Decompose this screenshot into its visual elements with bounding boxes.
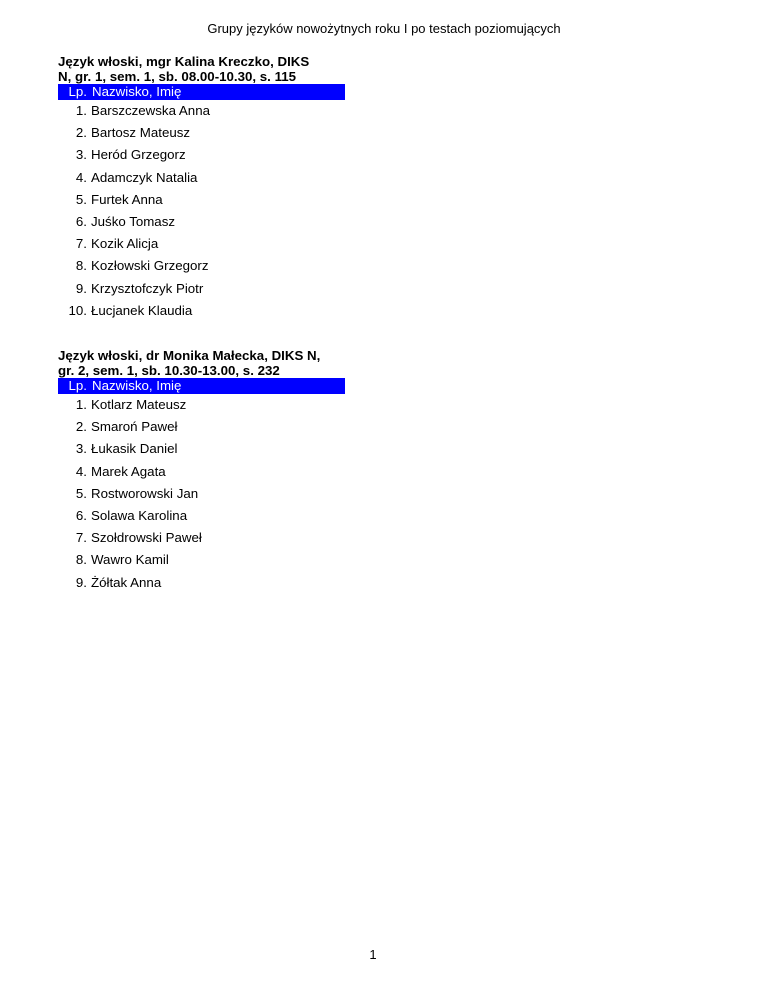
row-number: 9.	[75, 280, 87, 296]
table-row	[58, 211, 348, 233]
row-number: 2.	[75, 419, 87, 435]
student-name: Szołdrowski Paweł	[91, 530, 202, 546]
table-row	[58, 189, 348, 211]
group-section	[58, 348, 348, 594]
row-number: 6.	[75, 213, 87, 229]
student-name: Barszczewska Anna	[91, 103, 210, 118]
row-number: 1.	[75, 103, 87, 118]
table-row	[58, 394, 348, 416]
row-number: 4.	[75, 169, 87, 185]
row-number: 4.	[75, 463, 87, 479]
student-name: Kozik Alicja	[91, 236, 159, 252]
row-number: 3.	[75, 441, 87, 457]
table-row	[58, 255, 348, 277]
student-name: Łucjanek Klaudia	[91, 302, 193, 318]
student-name: Smaroń Paweł	[91, 419, 178, 435]
table-row	[58, 438, 348, 460]
row-number: 7.	[75, 530, 87, 546]
row-number: 2.	[75, 125, 87, 141]
table-row	[58, 527, 348, 549]
student-name: Heród Grzegorz	[91, 147, 186, 163]
student-name: Kotlarz Mateusz	[91, 397, 187, 412]
table-row	[58, 122, 348, 144]
student-name: Wawro Kamil	[91, 552, 169, 568]
student-name: Adamczyk Natalia	[91, 169, 198, 185]
student-name: Żółtak Anna	[91, 574, 162, 590]
column-header-name: Nazwisko, Imię	[92, 378, 182, 393]
row-number: 5.	[75, 191, 87, 207]
page-number: 1	[369, 947, 377, 962]
table-row	[58, 416, 348, 438]
student-name: Solawa Karolina	[91, 507, 188, 523]
group-section	[58, 54, 348, 322]
table-row	[58, 300, 348, 322]
group-title: Język włoski, mgr Kalina Kreczko, DIKS N, gr. 1, sem. 1, sb. 08.00-10.30, s. 115	[58, 54, 310, 84]
table-row	[58, 549, 348, 571]
table-header	[58, 84, 345, 100]
row-number: 5.	[75, 485, 87, 501]
column-header-name: Nazwisko, Imię	[92, 84, 182, 99]
table-row	[58, 505, 348, 527]
table-row	[58, 167, 348, 189]
student-name: Rostworowski Jan	[91, 485, 199, 501]
student-name: Bartosz Mateusz	[91, 125, 191, 141]
student-name: Juśko Tomasz	[91, 213, 176, 229]
table-header	[58, 378, 345, 394]
table-row	[58, 461, 348, 483]
row-number: 9.	[75, 574, 87, 590]
row-number: 3.	[75, 147, 87, 163]
student-name: Łukasik Daniel	[91, 441, 178, 457]
table-row	[58, 483, 348, 505]
table-row	[58, 278, 348, 300]
row-number: 8.	[75, 258, 87, 274]
group-title: Język włoski, dr Monika Małecka, DIKS N, gr. 2, sem. 1, sb. 10.30-13.00, s. 232	[58, 348, 321, 378]
student-name: Marek Agata	[91, 463, 166, 479]
student-list	[58, 394, 348, 594]
table-row	[58, 100, 348, 122]
column-header-lp: Lp.	[68, 378, 87, 393]
row-number: 6.	[75, 507, 87, 523]
page-header: Grupy języków nowożytnych roku I po testach poziomujących	[207, 21, 561, 36]
row-number: 8.	[75, 552, 87, 568]
student-name: Kozłowski Grzegorz	[91, 258, 209, 274]
student-list	[58, 100, 348, 322]
student-name: Furtek Anna	[91, 191, 163, 207]
table-row	[58, 572, 348, 594]
student-name: Krzysztofczyk Piotr	[91, 280, 204, 296]
table-row	[58, 233, 348, 255]
column-header-lp: Lp.	[68, 84, 87, 99]
row-number: 7.	[75, 236, 87, 252]
row-number: 1.	[75, 397, 87, 412]
table-row	[58, 144, 348, 166]
row-number: 10.	[68, 302, 87, 318]
